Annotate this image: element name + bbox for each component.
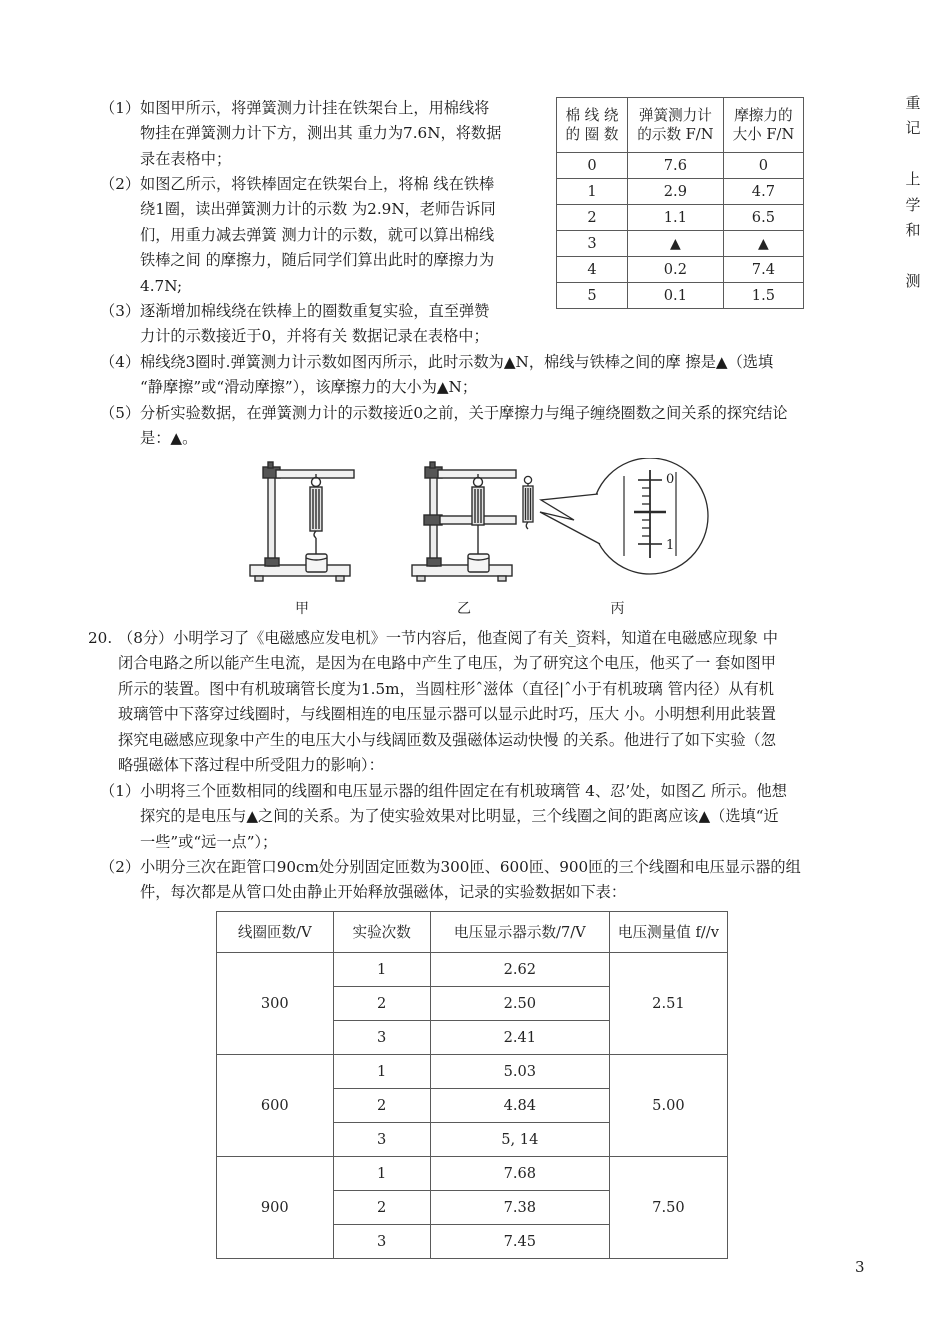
retort-stand-diagram: [232, 458, 372, 593]
cell-coil-turns: 600: [217, 1055, 334, 1157]
figure-caption-jia: 甲: [295, 601, 309, 617]
cell-reading: 7.38: [430, 1191, 609, 1225]
cell-average: 7.50: [609, 1157, 727, 1259]
cell-friction-blank-marker: ▲: [723, 231, 803, 257]
cell-reading: 7.6: [627, 153, 723, 179]
item-number: （4）: [100, 353, 141, 371]
question-number: 20.: [88, 629, 113, 647]
cell-average: 5.00: [609, 1055, 727, 1157]
question19-item-3: [100, 299, 550, 350]
question19-item-4: [100, 350, 860, 401]
dial-label-top: 0: [666, 472, 675, 487]
cell-average: 2.51: [609, 953, 727, 1055]
item-text: 分析实验数据，在弹簧测力计的示数接近0之前，关于摩擦力与绳子缠绕圈数之间关系的探究结论 是：▲。: [140, 404, 788, 448]
cell-trial: 2: [333, 987, 430, 1021]
spring-scale-magnifier-diagram: [510, 458, 725, 593]
cell-friction: 0: [723, 153, 803, 179]
item-number: （2）: [100, 858, 141, 876]
cell-trial: 3: [333, 1123, 430, 1157]
table-row: [557, 153, 804, 179]
header-cell-measured-value: 电压测量值 f//v: [609, 912, 727, 953]
friction-data-table: [556, 97, 804, 309]
cell-reading: 4.84: [430, 1089, 609, 1123]
cell-reading: 1.1: [627, 205, 723, 231]
cell-friction: 7.4: [723, 257, 803, 283]
cell-reading: 0.2: [627, 257, 723, 283]
table-row: [557, 283, 804, 309]
cell-turns: 5: [557, 283, 628, 309]
cell-turns: 0: [557, 153, 628, 179]
table-header-row: [557, 98, 804, 153]
apparatus-figure-row: [232, 458, 732, 616]
question20-intro: [88, 626, 863, 778]
margin-char: 重: [905, 94, 921, 112]
question20-item-1: [100, 779, 865, 855]
cell-reading: 2.9: [627, 179, 723, 205]
question19-item-5: [100, 401, 860, 452]
item-text: 小明分三次在距管口90cm处分别固定匝数为300匝、600匝、900匝的三个线圈和电压显示器的组 件，每次都是从管口处由静止开始释放强磁体，记录的实验数据如下表：: [140, 858, 801, 902]
cell-reading: 7.45: [430, 1225, 609, 1259]
item-number: （1）: [100, 99, 141, 117]
cell-turns: 1: [557, 179, 628, 205]
question20-intro-text: （8分）小明学习了《电磁感应发电机》一节内容后，他查阅了有关_资料，知道在电磁感应现象 中 闭合电路之所以能产生电流，是因为在电路中产生了电压，为了研究这个电压，他买了一 套如图甲 所示的装置。图中有机玻璃管长度为1.5m，当圆柱形ˆ滋体（直径|ˆ小于有机玻璃 管内径）从有机 玻璃管中下落穿过线圈时，与线圈相连的电压显示器可以显示此时巧，压大 小。小明想利用此装置 探究电磁感应现象中产生的电压大小与线阔匝数及强磁体运动快慢 的关系。他进行了如下实验（忽 略强磁体下落过程中所受阻力的影响）：: [118, 629, 778, 775]
question20-item-2: [100, 855, 865, 906]
table-row: [217, 953, 728, 987]
table-row: [217, 1055, 728, 1089]
table-header-row: [217, 912, 728, 953]
cell-turns: 3: [557, 231, 628, 257]
cell-reading: 5, 14: [430, 1123, 609, 1157]
header-cell-coil-turns: 线圈匝数/V: [217, 912, 334, 953]
figure-jia: [232, 458, 372, 618]
table-row: [557, 257, 804, 283]
item-number: （5）: [100, 404, 141, 422]
cell-reading-blank-marker: ▲: [627, 231, 723, 257]
cell-trial: 3: [333, 1225, 430, 1259]
item-number: （1）: [100, 782, 141, 800]
cell-friction: 6.5: [723, 205, 803, 231]
dial-label-bottom: 1: [666, 538, 675, 553]
table-row: [217, 1157, 728, 1191]
item-text: 逐渐增加棉线绕在铁棒上的圈数重复实验，直至弹赞 力计的示数接近于0，并将有关 数据记录在表格中；: [140, 302, 490, 346]
item-text: 如图甲所示，将弹簧测力计挂在铁架台上，用棉线将 物挂在弹簧测力计下方，测出其 重力为7.6N，将数据 录在表格中；: [140, 99, 502, 168]
margin-char: 记: [905, 119, 921, 138]
item-text: 如图乙所示，将铁棒固定在铁架台上，将棉 线在铁棒 绕1圈，读出弹簧测力计的示数 为2.9N，老师告诉同 们，用重力减去弹簧 测力计的示数，就可以算出棉线 铁棒之间 的摩擦力，随后同学们算出此时的摩擦力为 4.7N;: [140, 175, 496, 295]
cell-trial: 1: [333, 1055, 430, 1089]
table-row: [557, 205, 804, 231]
margin-char: 测: [905, 271, 921, 290]
margin-char: 上: [905, 170, 921, 189]
cell-reading: 5.03: [430, 1055, 609, 1089]
table-row: [557, 231, 804, 257]
item-number: （2）: [100, 175, 141, 193]
figure-bing: [510, 458, 725, 618]
question19-item-2: [100, 172, 550, 299]
cell-trial: 3: [333, 1021, 430, 1055]
cell-trial: 1: [333, 953, 430, 987]
item-number: （3）: [100, 302, 141, 320]
cell-turns: 4: [557, 257, 628, 283]
voltage-data-table: [216, 911, 728, 1259]
item-text: 小明将三个匝数相同的线圈和电压显示器的组件固定在有机玻璃管 4、忍’处，如图乙 所示。他想 探究的是电压与▲之间的关系。为了使实验效果对比明显，三个线圈之间的距离应该▲（选填“近 一些”或“远一点”）；: [140, 782, 787, 851]
cell-turns: 2: [557, 205, 628, 231]
cell-trial: 2: [333, 1191, 430, 1225]
header-cell-trial: 实验次数: [333, 912, 430, 953]
cell-friction: 1.5: [723, 283, 803, 309]
item-text: 棉线绕3圈时.弹簧测力计示数如图丙所示，此时示数为▲N，棉线与铁棒之间的摩 擦是▲（选填 “静摩擦”或“滑动摩擦”），该摩擦力的大小为▲N；: [140, 353, 774, 397]
header-cell-turns: 棉 线 绕 的 圈 数: [557, 98, 628, 153]
page-number: 3: [855, 1258, 865, 1276]
cell-reading: 2.50: [430, 987, 609, 1021]
header-cell-friction: 摩擦力的 大小 F/N: [723, 98, 803, 153]
margin-char: 学: [905, 195, 921, 214]
cell-reading: 7.68: [430, 1157, 609, 1191]
header-cell-display-reading: 电压显示器示数/7/V: [430, 912, 609, 953]
cell-trial: 2: [333, 1089, 430, 1123]
figure-caption-bing: 丙: [610, 601, 625, 617]
cell-friction: 4.7: [723, 179, 803, 205]
question19-item-1: [100, 96, 550, 172]
margin-character-column: [902, 96, 924, 299]
header-cell-reading: 弹簧测力计 的示数 F/N: [627, 98, 723, 153]
cell-reading: 2.62: [430, 953, 609, 987]
table-row: [557, 179, 804, 205]
cell-reading: 2.41: [430, 1021, 609, 1055]
cell-reading: 0.1: [627, 283, 723, 309]
cell-coil-turns: 900: [217, 1157, 334, 1259]
margin-char: 和: [905, 220, 921, 239]
figure-caption-yi: 乙: [457, 601, 471, 617]
cell-trial: 1: [333, 1157, 430, 1191]
cell-coil-turns: 300: [217, 953, 334, 1055]
